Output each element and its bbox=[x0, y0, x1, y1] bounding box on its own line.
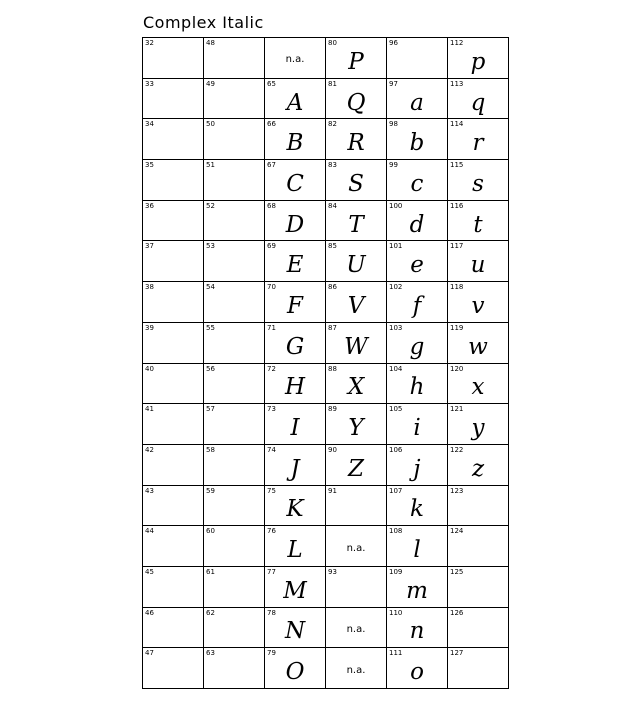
glyph-sample bbox=[448, 656, 508, 688]
char-code: 97 bbox=[389, 79, 398, 88]
glyph-cell bbox=[204, 201, 265, 242]
char-code: 101 bbox=[389, 242, 403, 251]
glyph-sample: n bbox=[409, 618, 425, 645]
char-code: 74 bbox=[267, 445, 276, 454]
char-code: 120 bbox=[450, 364, 464, 373]
char-code: 121 bbox=[450, 405, 464, 414]
char-code: 57 bbox=[206, 405, 215, 414]
glyph-sample: j bbox=[413, 455, 421, 482]
glyph-sample bbox=[326, 575, 386, 607]
char-code: 124 bbox=[450, 527, 464, 536]
char-code: 56 bbox=[206, 364, 215, 373]
glyph-cell bbox=[448, 201, 509, 242]
glyph-cell bbox=[326, 404, 387, 445]
glyph-cell bbox=[265, 79, 326, 120]
glyph-sample bbox=[143, 127, 203, 159]
glyph-cell bbox=[387, 648, 448, 689]
glyph-sample: F bbox=[287, 292, 303, 319]
glyph-sample bbox=[143, 87, 203, 119]
char-code: 115 bbox=[450, 161, 464, 170]
glyph-sample bbox=[204, 290, 264, 322]
glyph-cell bbox=[448, 364, 509, 405]
glyph-sample: Q bbox=[346, 89, 366, 116]
char-code: 33 bbox=[145, 79, 154, 88]
glyph-cell bbox=[448, 38, 509, 79]
glyph-sample: i bbox=[413, 415, 421, 442]
char-code: 81 bbox=[328, 79, 337, 88]
char-code: 66 bbox=[267, 120, 276, 129]
char-code: 89 bbox=[328, 405, 337, 414]
char-code: 39 bbox=[145, 323, 154, 332]
char-code: 45 bbox=[145, 567, 154, 576]
glyph-sample bbox=[143, 616, 203, 648]
glyph-cell bbox=[265, 201, 326, 242]
glyph-cell bbox=[326, 608, 387, 649]
char-code: 75 bbox=[267, 486, 276, 495]
glyph-cell bbox=[265, 160, 326, 201]
glyph-cell bbox=[448, 608, 509, 649]
char-code: 48 bbox=[206, 39, 215, 47]
char-code: 60 bbox=[206, 527, 215, 536]
glyph-sample: Z bbox=[348, 455, 364, 482]
char-code: 71 bbox=[267, 323, 276, 332]
glyph-cell bbox=[448, 282, 509, 323]
glyph-cell bbox=[143, 404, 204, 445]
glyph-cell bbox=[204, 486, 265, 527]
glyph-cell bbox=[265, 648, 326, 689]
glyph-sample: B bbox=[286, 130, 304, 157]
glyph-sample: T bbox=[348, 211, 364, 238]
glyph-cell bbox=[448, 323, 509, 364]
char-code: 83 bbox=[328, 161, 337, 170]
glyph-cell bbox=[387, 526, 448, 567]
glyph-cell bbox=[204, 608, 265, 649]
glyph-table bbox=[142, 37, 509, 689]
glyph-sample bbox=[448, 616, 508, 648]
glyph-sample: L bbox=[287, 537, 303, 564]
glyph-cell bbox=[265, 567, 326, 608]
glyph-sample: t bbox=[473, 211, 483, 238]
glyph-sample bbox=[143, 372, 203, 404]
char-code: 72 bbox=[267, 364, 276, 373]
glyph-sample: k bbox=[410, 496, 424, 523]
char-code: 125 bbox=[450, 567, 464, 576]
glyph-cell bbox=[326, 282, 387, 323]
glyph-sample: G bbox=[285, 333, 305, 360]
char-code: 52 bbox=[206, 201, 215, 210]
glyph-sample: V bbox=[347, 292, 365, 319]
glyph-cell bbox=[143, 608, 204, 649]
char-code: 53 bbox=[206, 242, 215, 251]
glyph-sample: h bbox=[409, 374, 425, 401]
char-code: 55 bbox=[206, 323, 215, 332]
char-code: 35 bbox=[145, 161, 154, 170]
glyph-sample bbox=[204, 249, 264, 281]
glyph-sample: f bbox=[412, 292, 422, 319]
char-code: 77 bbox=[267, 567, 276, 576]
glyph-sample: d bbox=[409, 211, 425, 238]
glyph-sample: W bbox=[344, 333, 368, 360]
char-code: 126 bbox=[450, 608, 464, 617]
glyph-cell bbox=[387, 38, 448, 79]
char-code: 61 bbox=[206, 567, 215, 576]
glyph-sample bbox=[204, 534, 264, 566]
glyph-sample: X bbox=[347, 374, 365, 401]
glyph-cell bbox=[326, 160, 387, 201]
char-code: 87 bbox=[328, 323, 337, 332]
glyph-cell bbox=[326, 445, 387, 486]
glyph-cell bbox=[143, 364, 204, 405]
glyph-sample bbox=[204, 656, 264, 688]
char-code: 91 bbox=[328, 486, 337, 495]
glyph-sample: m bbox=[406, 577, 428, 604]
glyph-sample bbox=[143, 249, 203, 281]
glyph-sample: q bbox=[470, 89, 486, 116]
glyph-sample bbox=[204, 453, 264, 485]
char-code: 98 bbox=[389, 120, 398, 129]
glyph-cell bbox=[265, 608, 326, 649]
glyph-sample: z bbox=[471, 455, 485, 482]
glyph-sample: N bbox=[284, 618, 306, 645]
char-code: 93 bbox=[328, 567, 337, 576]
char-code: 100 bbox=[389, 201, 403, 210]
glyph-cell bbox=[387, 364, 448, 405]
glyph-sample: U bbox=[346, 252, 366, 279]
glyph-sample bbox=[143, 46, 203, 78]
char-code: 79 bbox=[267, 649, 276, 658]
glyph-cell bbox=[326, 567, 387, 608]
glyph-cell bbox=[204, 38, 265, 79]
char-code: 96 bbox=[389, 39, 398, 47]
glyph-cell bbox=[326, 364, 387, 405]
char-code: 58 bbox=[206, 445, 215, 454]
glyph-sample: a bbox=[410, 89, 424, 116]
glyph-cell bbox=[448, 648, 509, 689]
char-code: 41 bbox=[145, 405, 154, 414]
glyph-cell bbox=[143, 201, 204, 242]
char-code: 36 bbox=[145, 201, 154, 210]
char-code: 54 bbox=[206, 283, 215, 292]
glyph-cell bbox=[448, 119, 509, 160]
glyph-sample: C bbox=[286, 170, 304, 197]
char-code: 127 bbox=[450, 649, 464, 658]
glyph-cell bbox=[387, 404, 448, 445]
char-code: 38 bbox=[145, 283, 154, 292]
char-code: 117 bbox=[450, 242, 464, 251]
glyph-cell bbox=[204, 79, 265, 120]
glyph-cell bbox=[143, 486, 204, 527]
glyph-cell bbox=[326, 201, 387, 242]
glyph-sample bbox=[204, 87, 264, 119]
char-code: 34 bbox=[145, 120, 154, 129]
glyph-cell bbox=[387, 241, 448, 282]
glyph-cell bbox=[448, 241, 509, 282]
glyph-sample: M bbox=[283, 577, 307, 604]
glyph-sample bbox=[448, 534, 508, 566]
glyph-cell bbox=[387, 119, 448, 160]
glyph-sample bbox=[204, 127, 264, 159]
glyph-cell bbox=[387, 567, 448, 608]
glyph-sample: R bbox=[347, 130, 365, 157]
glyph-sample bbox=[204, 412, 264, 444]
glyph-cell bbox=[204, 364, 265, 405]
glyph-sample: y bbox=[471, 415, 485, 442]
glyph-cell bbox=[387, 282, 448, 323]
char-code: 62 bbox=[206, 608, 215, 617]
glyph-cell bbox=[143, 79, 204, 120]
glyph-cell bbox=[326, 648, 387, 689]
glyph-sample bbox=[204, 372, 264, 404]
glyph-sample bbox=[204, 209, 264, 241]
glyph-cell bbox=[143, 445, 204, 486]
glyph-cell bbox=[265, 38, 326, 79]
glyph-cell bbox=[204, 282, 265, 323]
glyph-cell bbox=[204, 567, 265, 608]
glyph-sample bbox=[143, 494, 203, 526]
glyph-cell bbox=[448, 160, 509, 201]
glyph-cell bbox=[204, 445, 265, 486]
glyph-cell bbox=[204, 404, 265, 445]
glyph-cell bbox=[143, 119, 204, 160]
char-code: 105 bbox=[389, 405, 403, 414]
glyph-cell bbox=[204, 119, 265, 160]
not-available-label: n.a. bbox=[346, 542, 366, 554]
glyph-sample: b bbox=[409, 130, 425, 157]
char-code: 113 bbox=[450, 79, 464, 88]
glyph-sample: c bbox=[410, 170, 424, 197]
glyph-cell bbox=[387, 445, 448, 486]
char-code: 69 bbox=[267, 242, 276, 251]
glyph-cell bbox=[204, 526, 265, 567]
glyph-sample: Y bbox=[348, 415, 364, 442]
char-code: 49 bbox=[206, 79, 215, 88]
glyph-cell bbox=[265, 119, 326, 160]
glyph-cell bbox=[387, 160, 448, 201]
char-code: 102 bbox=[389, 283, 403, 292]
glyph-cell bbox=[265, 404, 326, 445]
glyph-cell bbox=[143, 526, 204, 567]
glyph-sample: s bbox=[472, 170, 484, 197]
glyph-cell bbox=[204, 160, 265, 201]
page-title: Complex Italic bbox=[143, 13, 264, 32]
char-code: 76 bbox=[267, 527, 276, 536]
char-code: 43 bbox=[145, 486, 154, 495]
glyph-cell bbox=[204, 648, 265, 689]
char-code: 51 bbox=[206, 161, 215, 170]
glyph-cell bbox=[387, 79, 448, 120]
glyph-sample: r bbox=[472, 130, 484, 157]
glyph-sample bbox=[204, 575, 264, 607]
glyph-cell bbox=[326, 38, 387, 79]
glyph-cell bbox=[143, 567, 204, 608]
glyph-cell bbox=[143, 160, 204, 201]
glyph-sample: H bbox=[284, 374, 306, 401]
glyph-cell bbox=[265, 445, 326, 486]
char-code: 118 bbox=[450, 283, 464, 292]
glyph-sample: J bbox=[290, 455, 300, 482]
glyph-cell bbox=[143, 648, 204, 689]
char-code: 78 bbox=[267, 608, 276, 617]
glyph-sample: P bbox=[348, 48, 364, 75]
char-code: 90 bbox=[328, 445, 337, 454]
glyph-sample bbox=[448, 575, 508, 607]
glyph-sample bbox=[143, 168, 203, 200]
char-code: 67 bbox=[267, 161, 276, 170]
char-code: 65 bbox=[267, 79, 276, 88]
glyph-sample bbox=[143, 209, 203, 241]
glyph-sample bbox=[204, 616, 264, 648]
glyph-cell bbox=[326, 526, 387, 567]
char-code: 99 bbox=[389, 161, 398, 170]
char-code: 44 bbox=[145, 527, 154, 536]
glyph-cell bbox=[326, 119, 387, 160]
glyph-cell bbox=[448, 486, 509, 527]
glyph-sample: K bbox=[286, 496, 304, 523]
glyph-sample: x bbox=[471, 374, 485, 401]
not-available-label: n.a. bbox=[346, 664, 366, 676]
char-code: 123 bbox=[450, 486, 464, 495]
glyph-cell bbox=[204, 241, 265, 282]
glyph-cell bbox=[143, 323, 204, 364]
char-code: 46 bbox=[145, 608, 154, 617]
glyph-cell bbox=[448, 445, 509, 486]
char-code: 42 bbox=[145, 445, 154, 454]
glyph-sample: e bbox=[410, 252, 424, 279]
glyph-sample bbox=[448, 494, 508, 526]
char-code: 82 bbox=[328, 120, 337, 129]
char-code: 116 bbox=[450, 201, 464, 210]
char-code: 110 bbox=[389, 608, 403, 617]
glyph-cell bbox=[326, 486, 387, 527]
glyph-cell bbox=[448, 526, 509, 567]
not-available-label: n.a. bbox=[285, 54, 305, 66]
glyph-cell bbox=[143, 241, 204, 282]
glyph-sample bbox=[143, 290, 203, 322]
glyph-cell bbox=[326, 79, 387, 120]
glyph-sample: I bbox=[290, 415, 300, 442]
glyph-sample bbox=[387, 46, 447, 78]
char-code: 85 bbox=[328, 242, 337, 251]
char-code: 73 bbox=[267, 405, 276, 414]
char-code: 103 bbox=[389, 323, 403, 332]
char-code: 63 bbox=[206, 649, 215, 658]
char-code: 109 bbox=[389, 567, 403, 576]
glyph-sample: A bbox=[286, 89, 304, 116]
glyph-cell bbox=[265, 241, 326, 282]
char-code: 47 bbox=[145, 649, 154, 658]
glyph-cell bbox=[387, 323, 448, 364]
char-code: 84 bbox=[328, 201, 337, 210]
char-code: 111 bbox=[389, 649, 403, 658]
glyph-sample bbox=[143, 656, 203, 688]
char-code: 68 bbox=[267, 201, 276, 210]
glyph-cell bbox=[448, 79, 509, 120]
glyph-cell bbox=[265, 486, 326, 527]
glyph-sample bbox=[143, 534, 203, 566]
glyph-sample: w bbox=[468, 333, 488, 360]
glyph-sample: D bbox=[285, 211, 305, 238]
glyph-cell bbox=[265, 526, 326, 567]
char-code: 40 bbox=[145, 364, 154, 373]
glyph-cell bbox=[448, 567, 509, 608]
char-code: 119 bbox=[450, 323, 464, 332]
glyph-cell bbox=[265, 282, 326, 323]
glyph-cell bbox=[143, 282, 204, 323]
glyph-sample: O bbox=[285, 659, 305, 686]
glyph-cell bbox=[387, 486, 448, 527]
char-code: 122 bbox=[450, 445, 464, 454]
glyph-sample bbox=[204, 331, 264, 363]
glyph-sample: u bbox=[470, 252, 486, 279]
glyph-sample bbox=[143, 453, 203, 485]
char-code: 112 bbox=[450, 39, 464, 47]
char-code: 59 bbox=[206, 486, 215, 495]
glyph-sample: g bbox=[409, 333, 425, 360]
char-code: 70 bbox=[267, 283, 276, 292]
char-code: 37 bbox=[145, 242, 154, 251]
glyph-sample: p bbox=[470, 48, 486, 75]
glyph-cell bbox=[387, 608, 448, 649]
char-code: 32 bbox=[145, 39, 154, 47]
char-code: 50 bbox=[206, 120, 215, 129]
glyph-sample bbox=[143, 575, 203, 607]
glyph-cell bbox=[265, 364, 326, 405]
glyph-sample: v bbox=[471, 292, 485, 319]
char-code: 104 bbox=[389, 364, 403, 373]
glyph-sample: S bbox=[348, 170, 364, 197]
glyph-cell bbox=[204, 323, 265, 364]
glyph-cell bbox=[448, 404, 509, 445]
char-code: 107 bbox=[389, 486, 403, 495]
glyph-cell bbox=[387, 201, 448, 242]
glyph-cell bbox=[326, 323, 387, 364]
glyph-sample: E bbox=[286, 252, 304, 279]
glyph-sample bbox=[204, 494, 264, 526]
char-code: 114 bbox=[450, 120, 464, 129]
glyph-sample: o bbox=[410, 659, 424, 686]
glyph-cell bbox=[326, 241, 387, 282]
glyph-sample bbox=[204, 46, 264, 78]
glyph-sample bbox=[143, 331, 203, 363]
char-code: 86 bbox=[328, 283, 337, 292]
char-code: 80 bbox=[328, 39, 337, 47]
not-available-label: n.a. bbox=[346, 623, 366, 635]
char-code: 106 bbox=[389, 445, 403, 454]
glyph-cell bbox=[265, 323, 326, 364]
glyph-sample bbox=[204, 168, 264, 200]
glyph-sample bbox=[326, 494, 386, 526]
char-code: 108 bbox=[389, 527, 403, 536]
glyph-cell bbox=[143, 38, 204, 79]
glyph-sample: l bbox=[413, 537, 421, 564]
char-code: 88 bbox=[328, 364, 337, 373]
glyph-sample bbox=[143, 412, 203, 444]
